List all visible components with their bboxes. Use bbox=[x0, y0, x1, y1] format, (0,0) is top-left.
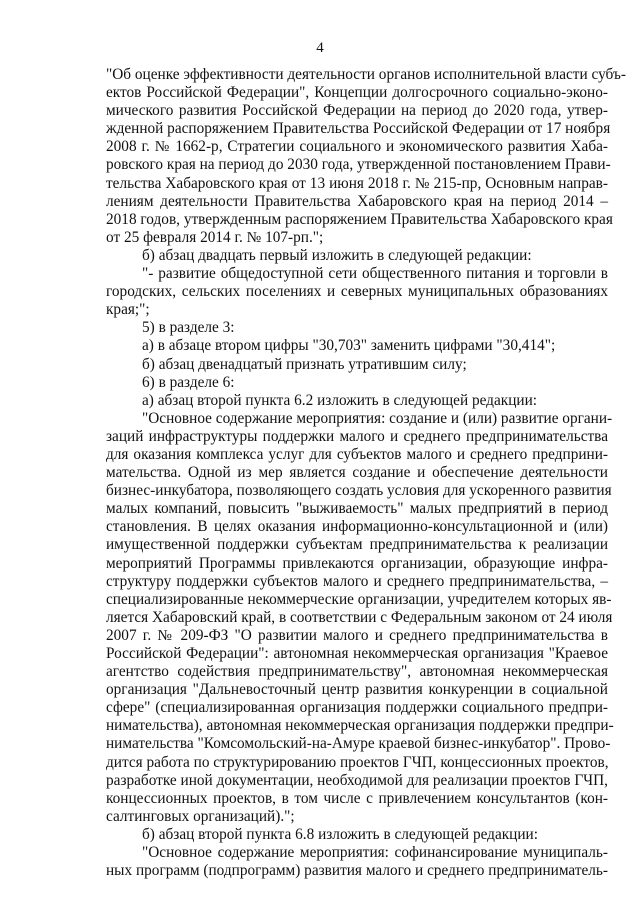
text-line: а) в абзаце втором цифры "30,703" заменить цифрами "30,414"; bbox=[142, 337, 556, 355]
text-line: "Основное содержание мероприятия: софинансирование муниципаль- bbox=[142, 844, 608, 862]
text-line: ектов Российской Федерации", Концепции долгосрочного социально-эконо- bbox=[106, 84, 608, 102]
text-line: "Об оценке эффективности деятельности органов исполнительной власти субъ- bbox=[106, 66, 626, 83]
text-line: б) абзац двадцать первый изложить в следующей редакции: bbox=[142, 246, 532, 264]
text-line: ляется Хабаровский край, в соответствии с Федеральным законом от 24 июля bbox=[106, 608, 613, 626]
document-body-text bbox=[106, 66, 626, 880]
text-line: 2008 г. № 1662-р, Стратегии социального и экономического развития Хаба- bbox=[106, 138, 608, 156]
text-line: края;"; bbox=[106, 301, 150, 319]
text-line: специализированные некоммерческие организации, учредителем которых яв- bbox=[106, 590, 612, 608]
text-line: от 25 февраля 2014 г. № 107-рп."; bbox=[106, 228, 324, 246]
text-line: сфере" (специализированная организация поддержки социального предпри- bbox=[106, 699, 608, 717]
text-line: лениям деятельности Правительства Хабаровского края на период 2014 – bbox=[106, 192, 608, 210]
text-line: жденной распоряжением Правительства Российской Федерации от 17 ноября bbox=[106, 120, 611, 138]
text-line: б) абзац второй пункта 6.8 изложить в следующей редакции: bbox=[142, 825, 538, 843]
text-line: агентство содействия предпринимательству", автономная некоммерческая bbox=[106, 663, 608, 681]
text-line: структуру поддержки субъектов малого и среднего предпринимательства, – bbox=[106, 572, 608, 590]
text-line: дится работа по структурированию проектов ГЧП, концессионных проектов, bbox=[106, 753, 609, 771]
text-line: ных программ (подпрограмм) развития малого и среднего предприниматель- bbox=[106, 862, 608, 880]
text-line: 2007 г. № 209-ФЗ "О развитии малого и среднего предпринимательства в bbox=[106, 626, 608, 644]
text-line: бизнес-инкубатора, позволяющего создать условия для ускоренного развития bbox=[106, 482, 612, 500]
text-line: 5) в разделе 3: bbox=[142, 319, 235, 337]
text-line: нимательства "Комсомольский-на-Амуре краевой бизнес-инкубатор". Прово- bbox=[106, 735, 611, 753]
text-line: концессионных проектов, в том числе с привлечением консультантов (кон- bbox=[106, 789, 608, 807]
text-line: городских, сельских поселениях и северных муниципальных образованиях bbox=[106, 283, 608, 301]
text-line: становления. В целях оказания информационно-консультационной и (или) bbox=[106, 518, 608, 536]
text-line: организация "Дальневосточный центр развития конкуренции в социальной bbox=[106, 681, 608, 699]
text-line: для оказания комплекса услуг для субъектов малого и среднего предприни- bbox=[106, 445, 608, 463]
text-line: нимательства), автономная некоммерческая организация поддержки предпри- bbox=[106, 717, 614, 735]
page-number: 4 bbox=[316, 40, 324, 56]
text-line: мероприятий Программы привлекаются организации, образующие инфра- bbox=[106, 554, 608, 572]
text-line: разработке иной документации, необходимой для реализации проектов ГЧП, bbox=[106, 771, 608, 789]
text-line: мического развития Российской Федерации на период до 2020 года, утвер- bbox=[106, 102, 608, 120]
text-line: имущественной поддержки субъектам предпринимательства к реализации bbox=[106, 536, 608, 554]
text-line: Российской Федерации": автономная некоммерческая организация "Краевое bbox=[106, 645, 608, 662]
text-line: салтинговых организаций)."; bbox=[106, 807, 295, 825]
text-line: ровского края на период до 2030 года, утвержденной постановлением Прави- bbox=[106, 156, 611, 174]
text-line: малых компаний, повысить "выживаемость" малых предприятий в период bbox=[106, 500, 608, 518]
text-line: б) абзац двенадцатый признать утратившим силу; bbox=[142, 355, 467, 373]
text-line: 2018 годов, утвержденным распоряжением Правительства Хабаровского края bbox=[106, 210, 613, 228]
text-line: "- развитие общедоступной сети общественного питания и торговли в bbox=[142, 265, 608, 283]
text-line: заций инфраструктуры поддержки малого и среднего предпринимательства bbox=[106, 427, 608, 445]
text-line: тельства Хабаровского края от 13 июня 2018 г. № 215-пр, Основным направ- bbox=[106, 174, 608, 192]
text-line: 6) в разделе 6: bbox=[142, 373, 235, 391]
text-line: "Основное содержание мероприятия: создание и (или) развитие органи- bbox=[142, 409, 613, 427]
text-line: мательства. Одной из мер является создание и обеспечение деятельности bbox=[106, 464, 608, 482]
text-line: а) абзац второй пункта 6.2 изложить в следующей редакции: bbox=[142, 391, 537, 409]
